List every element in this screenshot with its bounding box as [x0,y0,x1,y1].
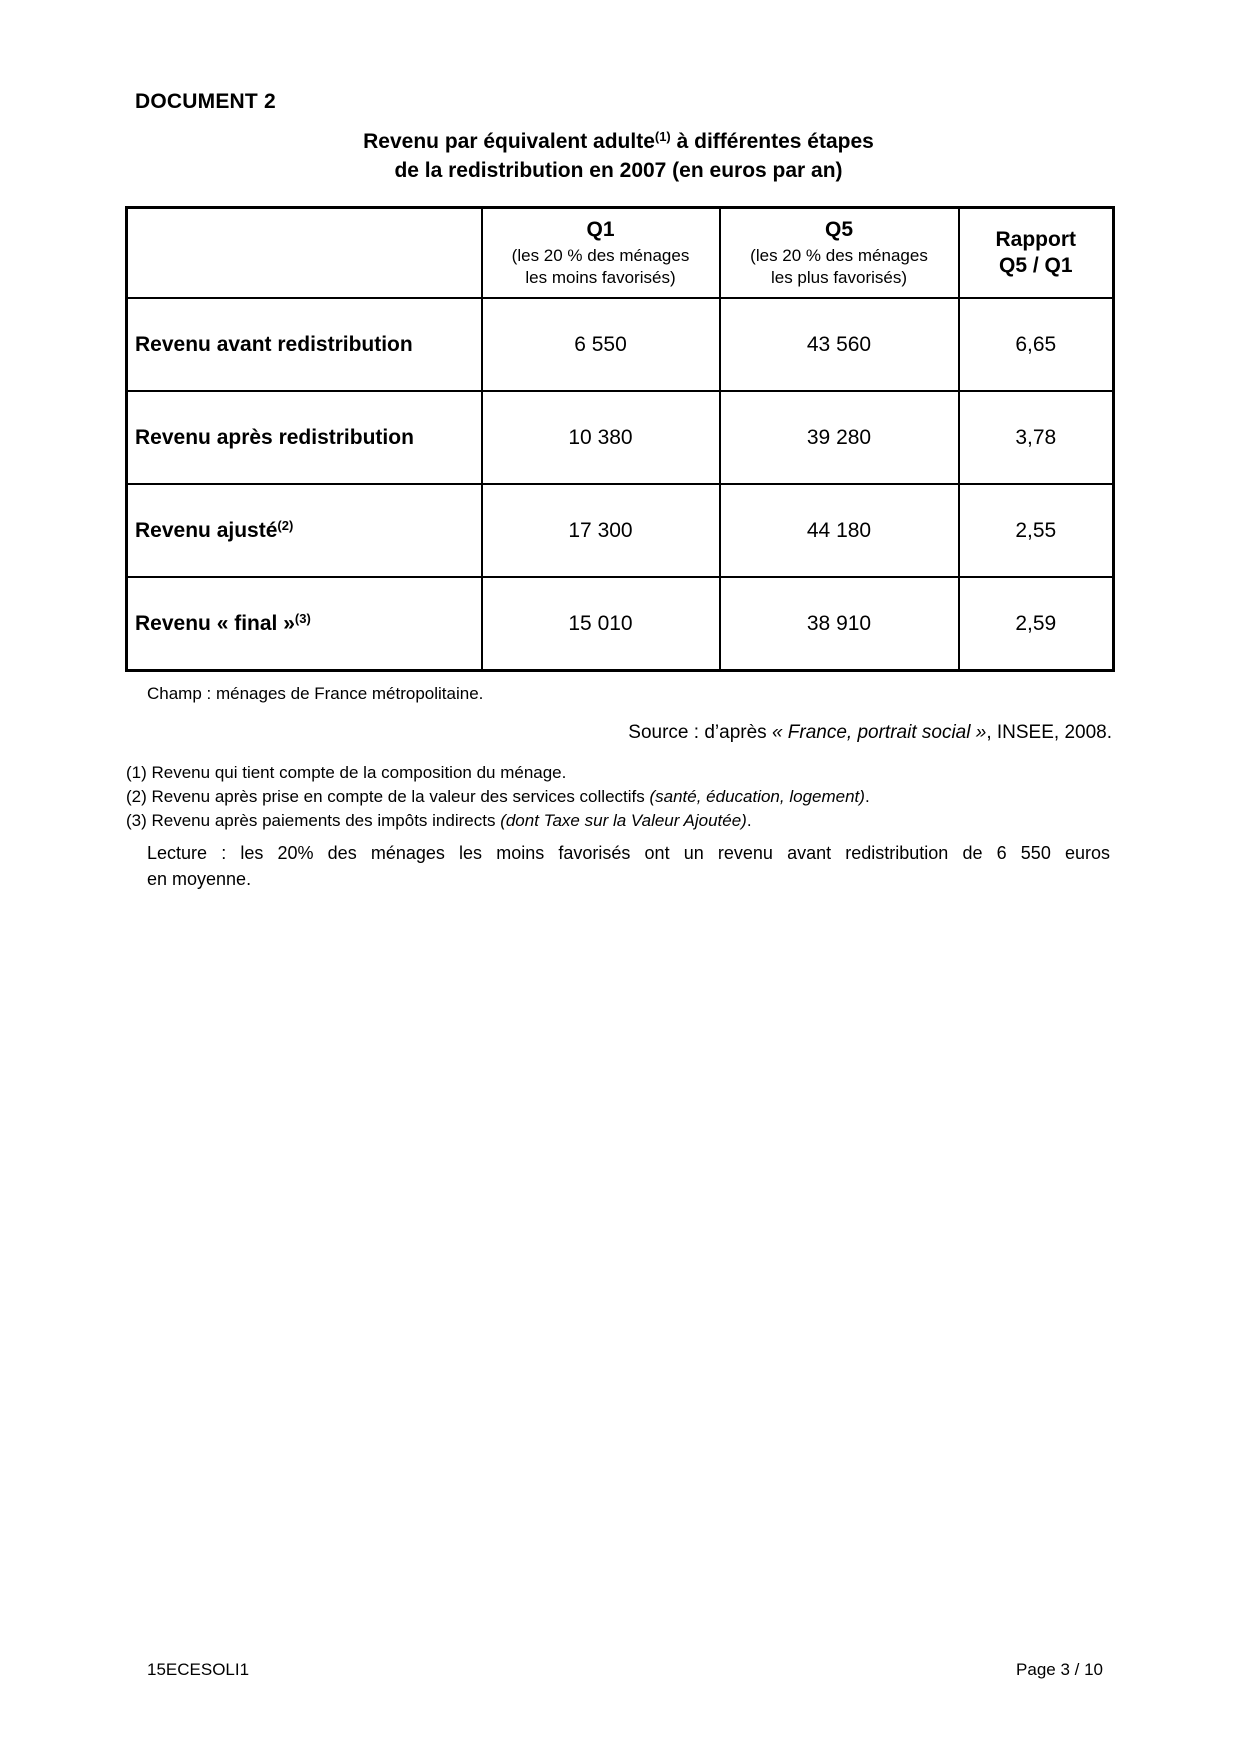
row-label-superscript: (2) [277,517,294,533]
document-label: DOCUMENT 2 [135,90,276,113]
footnote-1: (1) Revenu qui tient compte de la composition du ménage. [126,763,567,782]
row-q5-value: 43 560 [720,298,959,391]
table-row [127,577,1114,671]
title-text: Revenu par équivalent adulte [363,130,655,153]
lecture-line-1: Lecture : les 20% des ménages les moins favorisés ont un revenu avant redistribution de 6 550 euros [147,843,1110,863]
source-title-italic: « France, portrait social » [771,722,987,743]
document-code: 15ECESOLI1 [147,1660,250,1679]
row-q5-value: 39 280 [720,391,959,484]
row-ratio-value: 6,65 [959,298,1114,391]
table-header-row [127,208,1114,299]
title-superscript-1: (1) [654,129,671,144]
row-q5-value: 38 910 [720,577,959,671]
row-q1-value: 6 550 [482,298,720,391]
table-row [127,484,1114,577]
title-text: à différentes étapes [670,130,874,153]
header-q5-label: Q5 [824,218,853,241]
lecture-line-2: en moyenne. [147,869,252,889]
table-title [125,127,1112,185]
row-ratio-value: 2,55 [959,484,1114,577]
footnotes [126,761,870,833]
income-table [125,206,1115,672]
champ-note: Champ : ménages de France métropolitaine. [147,684,484,703]
header-q1 [482,208,720,299]
table-title-line1 [125,127,1112,156]
table-title-line2: de la redistribution en 2007 (en euros par an) [394,159,843,182]
row-label: Revenu après redistribution [127,391,482,484]
row-q1-value: 17 300 [482,484,720,577]
header-empty-cell [127,208,482,299]
footnote-3: (3) Revenu après paiements des impôts indirects (dont Taxe sur la Valeur Ajoutée). [126,811,752,830]
footnote-2: (2) Revenu après prise en compte de la valeur des services collectifs (santé, éducation, logement). [126,787,870,806]
header-ratio [959,208,1114,299]
header-q1-label: Q1 [586,218,615,241]
source-note: Source : d’après « France, portrait social », INSEE, 2008. [628,722,1112,743]
row-label: Revenu « final »$^{(3)}$ [127,577,482,671]
row-q5-value: 44 180 [720,484,959,577]
row-q1-value: 10 380 [482,391,720,484]
row-label: Revenu avant redistribution [127,298,482,391]
page-footer [147,1660,1103,1680]
row-label: Revenu ajusté$^{(2)}$ [127,484,482,577]
row-ratio-value: 2,59 [959,577,1114,671]
row-ratio-value: 3,78 [959,391,1114,484]
header-ratio-label: Rapport Q5 / Q1 [995,228,1076,277]
lecture-note [147,840,1110,892]
row-label-superscript: (3) [294,610,311,626]
header-q5-subtitle: (les 20 % des ménages les plus favorisés) [750,246,928,287]
table-row [127,391,1114,484]
row-q1-value: 15 010 [482,577,720,671]
header-q5 [720,208,959,299]
table-row [127,298,1114,391]
page-number: Page 3 / 10 [1016,1660,1103,1679]
header-q1-subtitle: (les 20 % des ménages les moins favorisés) [511,246,690,287]
